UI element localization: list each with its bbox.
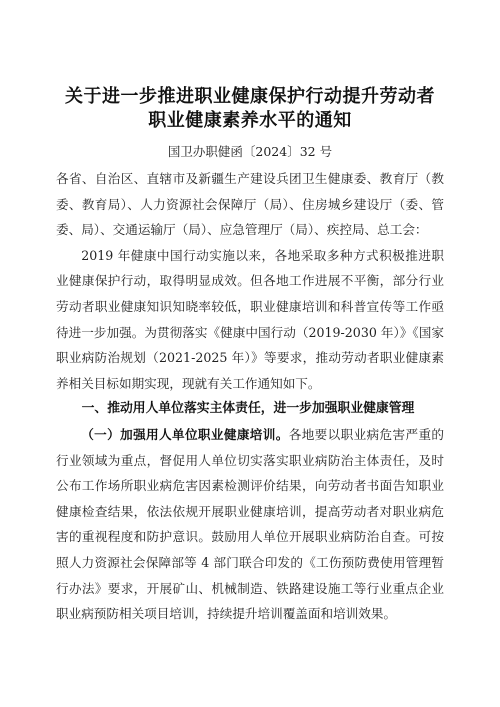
document-number: 国卫办职健函〔2024〕32 号 xyxy=(167,144,333,159)
title-line-2: 职业健康素养水平的通知 xyxy=(148,110,352,131)
title-line-1: 关于进一步推进职业健康保护行动提升劳动者 xyxy=(65,86,435,107)
subsection-body-1: 各地要以职业病危害严重的行业领域为重点，督促用人单位切实落实职业病防治主体责任，及时公布工作场所职业病危害因素检测评价结果，向劳动者书面告知职业健康检查结果，依法依规开展职业健康培训，提高劳动者对职业病危害的重视程度和防护意识。鼓励用人单位开展职业病防治自查。可按照人力资源社会保障部等 4 部门联合印发的《工伤预防费使用管理暂行办法》要求，开展矿山、机械制造、铁路建设施工等行业重点企业职业病预防相关项目培训，持续提升培训覆盖面和培训效果。 xyxy=(56,426,445,622)
document-title xyxy=(56,85,444,133)
section-heading-1: 一、推动用人单位落实主体责任，进一步加强职业健康管理 xyxy=(81,401,415,417)
subsection-paragraph-1 xyxy=(56,422,444,627)
intro-paragraph: 2019 年健康中国行动实施以来，各地采取多种方式积极推进职业健康保护行动，取得明显成效。但各地工作进展不平衡，部分行业劳动者职业健康知识知晓率较低，职业健康培训和科普宣传等工作亟待进一步加强。为贯彻落实《健康中国行动（2019-2030 年）》《国家职业病防治规划（2021-2025 年）》等要求，推动劳动者职业健康素养相关目标如期实现，现就有关工作通知如下。 xyxy=(56,247,444,391)
addressee-paragraph: 各省、自治区、直辖市及新疆生产建设兵团卫生健康委、教育厅（教委、教育局）、人力资源社会保障厅（局）、住房城乡建设厅（委、管委、局）、交通运输厅（局）、应急管理厅（局）、疾控局、总工会： xyxy=(56,171,444,238)
subsection-heading-1: （一）加强用人单位职业健康培训。 xyxy=(81,426,289,442)
